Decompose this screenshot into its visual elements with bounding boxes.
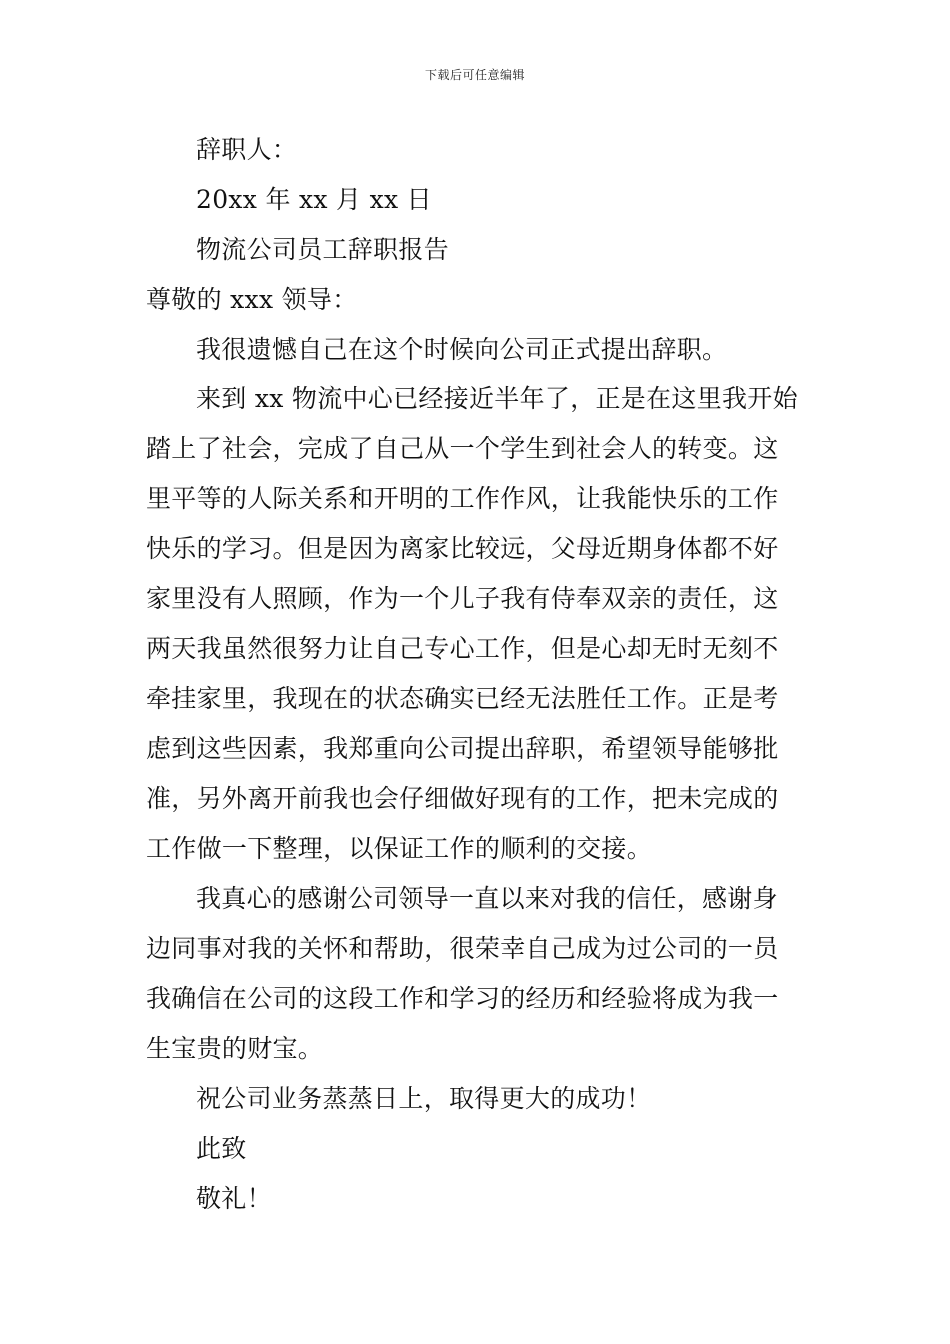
- letter-title: 物流公司员工辞职报告: [196, 235, 450, 264]
- paragraph-line: 家里没有人照顾，作为一个儿子我有侍奉双亲的责任，这: [146, 584, 779, 613]
- paragraph-line: 踏上了社会，完成了自己从一个学生到社会人的转变。这: [146, 434, 779, 463]
- letter-salutation: 尊敬的 xxx 领导：: [146, 285, 358, 314]
- paragraph-line: 边同事对我的关怀和帮助，很荣幸自己成为过公司的一员: [146, 934, 779, 963]
- page-header-note: 下载后可任意编辑: [424, 68, 525, 82]
- paragraph-line: 工作做一下整理，以保证工作的顺利的交接。: [146, 834, 653, 863]
- paragraph-line: 来到 xx 物流中心已经接近半年了，正是在这里我开始: [196, 384, 798, 413]
- closing-ci-zhi: 此致: [196, 1134, 247, 1163]
- closing-jing-li: 敬礼！: [196, 1184, 272, 1213]
- paragraph-line: 牵挂家里，我现在的状态确实已经无法胜任工作。正是考: [146, 684, 779, 713]
- closing-wish: 祝公司业务蒸蒸日上，取得更大的成功！: [196, 1084, 652, 1113]
- signature-date: 20xx 年 xx 月 xx 日: [196, 185, 432, 214]
- paragraph-line: 生宝贵的财宝。: [146, 1034, 324, 1063]
- paragraph-line: 虑到这些因素，我郑重向公司提出辞职，希望领导能够批: [146, 734, 779, 763]
- paragraph-line: 准，另外离开前我也会仔细做好现有的工作，把未完成的: [146, 784, 779, 813]
- resigner-label: 辞职人：: [196, 135, 298, 164]
- paragraph-line: 我真心的感谢公司领导一直以来对我的信任，感谢身: [196, 884, 778, 913]
- paragraph-line: 我确信在公司的这段工作和学习的经历和经验将成为我一: [146, 984, 779, 1013]
- paragraph-line: 快乐的学习。但是因为离家比较远，父母近期身体都不好: [146, 534, 779, 563]
- paragraph-line: 两天我虽然很努力让自己专心工作，但是心却无时无刻不: [146, 634, 779, 663]
- paragraph-line: 里平等的人际关系和开明的工作作风，让我能快乐的工作: [146, 484, 779, 513]
- opening-sentence: 我很遗憾自己在这个时候向公司正式提出辞职。: [196, 335, 728, 364]
